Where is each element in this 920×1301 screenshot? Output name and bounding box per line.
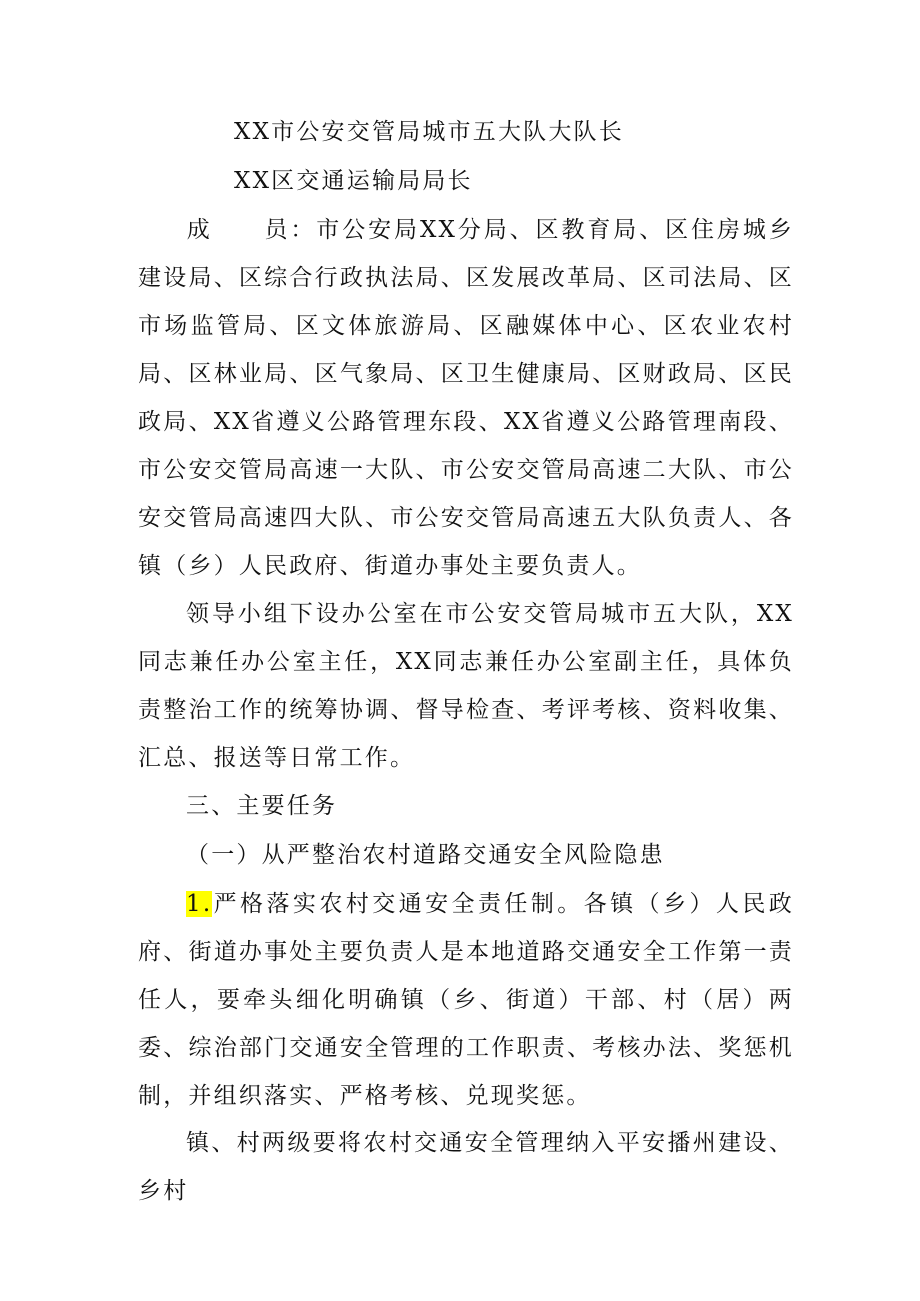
members-label: 成 员：: [186, 217, 317, 243]
item-text: 严格落实农村交通安全责任制。各镇（乡）人民政府、街道办事处主要负责人是本地道路交通安全工作第一责任人，要牵头细化明确镇（乡、街道）干部、村（居）两委、综治部门交通安全管理的工作职责、考核办法、奖惩机制，并组织落实、严格考核、兑现奖惩。: [138, 891, 794, 1109]
office-paragraph: 领导小组下设办公室在市公安交管局城市五大队，XX同志兼任办公室主任，XX同志兼任办公室副主任，具体负责整治工作的统筹协调、督导检查、考评考核、资料收集、汇总、报送等日常工作。: [138, 601, 794, 771]
item-1-paragraph: [138, 880, 794, 1120]
section-heading: 三、主要任务: [186, 793, 338, 819]
item-number-highlight: 1.: [186, 891, 213, 917]
subsection-heading: （一）从严整治农村道路交通安全风险隐患: [186, 842, 665, 868]
members-paragraph: [138, 206, 794, 590]
members-text: 市公安局XX分局、区教育局、区住房城乡建设局、区综合行政执法局、区发展改革局、区司法局、区市场监管局、区文体旅游局、区融媒体中心、区农业农村局、区林业局、区气象局、区卫生健康局、区财政局、区民政局、XX省遵义公路管理东段、XX省遵义公路管理南段、市公安交管局高速一大队、市公安交管局高速二大队、市公安交管局高速四大队、市公安交管局高速五大队负责人、各镇（乡）人民政府、街道办事处主要负责人。: [138, 217, 794, 579]
last-paragraph: 镇、村两级要将农村交通安全管理纳入平安播州建设、乡村: [138, 1130, 794, 1204]
leader-line-2: XX区交通运输局局长: [234, 168, 473, 194]
leader-line-1: XX市公安交管局城市五大队大队长: [234, 119, 624, 145]
